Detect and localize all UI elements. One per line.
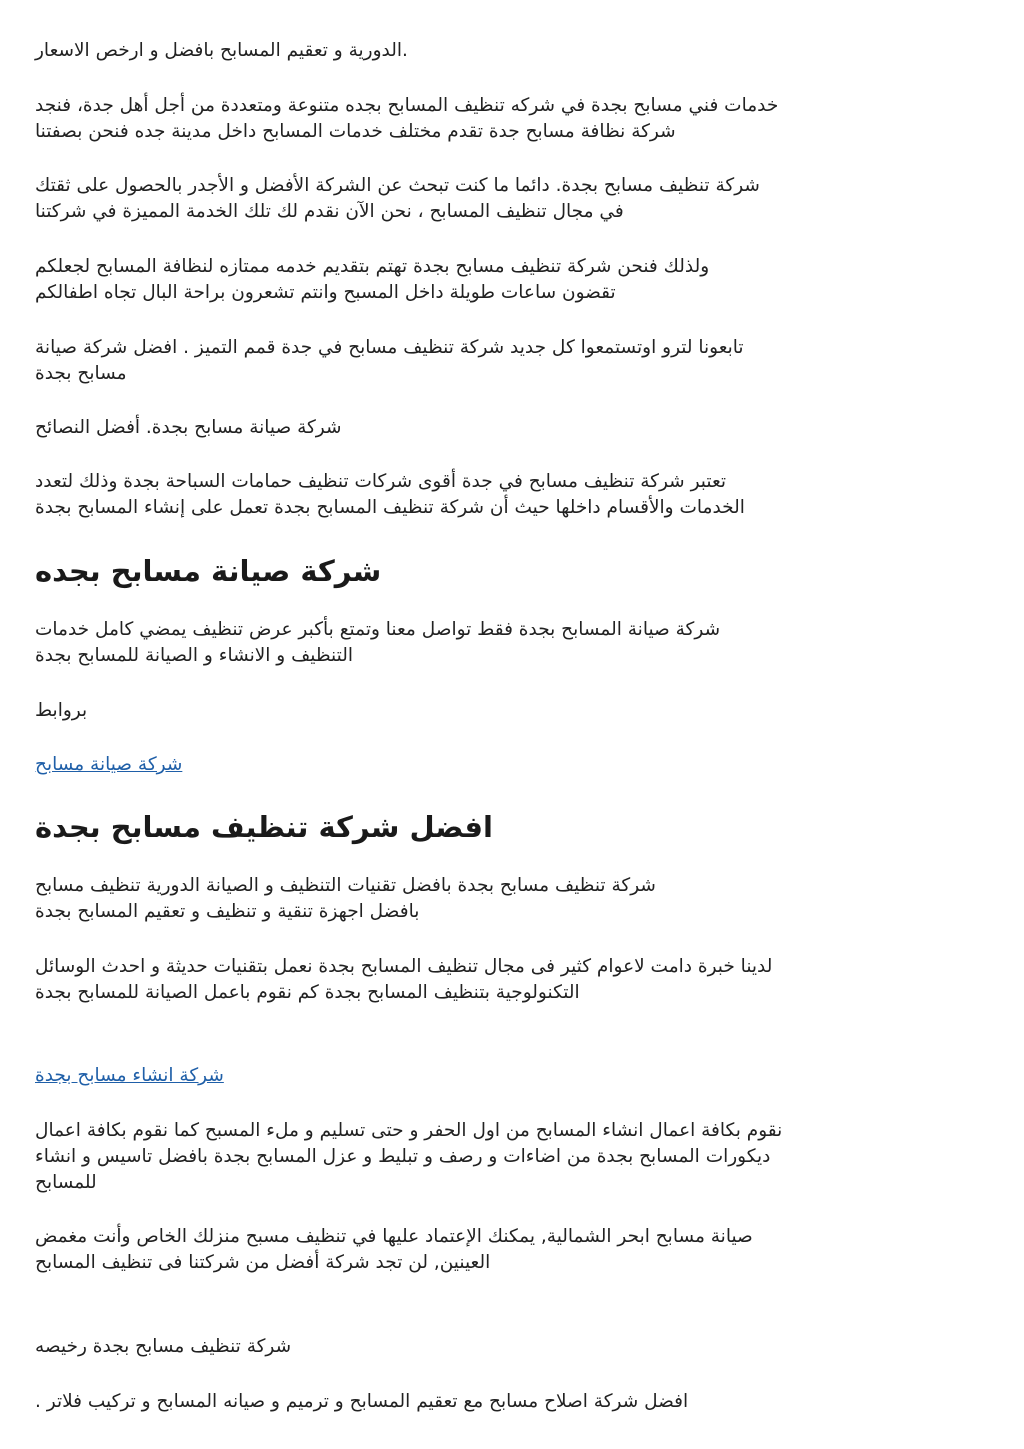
text-line: نقوم بكافة اعمال انشاء المسابح من اول الحفر و حتى تسليم و ملء المسبح كما نقوم بكافة اعمال <box>35 1120 783 1141</box>
text-line: شركة تنظيف مسابح بجدة. دائما ما كنت تبحث عن الشركة الأفضل و الأجدر بالحصول على ثقتك <box>35 175 760 196</box>
text-line: تقضون ساعات طويلة داخل المسبح وانتم تشعرون براحة البال تجاه اطفالكم <box>35 282 616 303</box>
paragraph <box>35 1118 990 1196</box>
pool-construction-link[interactable]: شركة انشاء مسابح بجدة <box>35 1065 224 1086</box>
paragraph <box>35 698 990 724</box>
paragraph <box>35 469 990 521</box>
paragraph <box>35 954 990 1006</box>
paragraph <box>35 1224 990 1276</box>
text-line: شركة نظافة مسابح جدة تقدم مختلف خدمات المسابح داخل مدينة جده فنحن بصفتنا <box>35 121 676 142</box>
text-line: التكنولوجية بتنظيف المسابح بجدة كم نقوم باعمل الصيانة للمسابح بجدة <box>35 982 580 1003</box>
paragraph <box>35 93 990 145</box>
paragraph <box>35 254 990 306</box>
text-line: تابعونا لترو اوتستمعوا كل جديد شركة تنظيف مسابح في جدة قمم التميز . افضل شركة صيانة <box>35 337 744 358</box>
text-line: خدمات فني مسابح بجدة في شركه تنظيف المسابح بجده متنوعة ومتعددة من أجل أهل جدة، فنجد <box>35 95 779 116</box>
text-line: للمسابح <box>35 1172 97 1193</box>
text-line: التنظيف و الانشاء و الصيانة للمسابح بجدة <box>35 645 353 666</box>
text-line: بافضل اجهزة تنقية و تنظيف و تعقيم المسابح بجدة <box>35 901 420 922</box>
text-line: ولذلك فنحن شركة تنظيف مسابح بجدة تهتم بتقديم خدمه ممتازه لنظافة المسابح لجعلكم <box>35 256 710 277</box>
text-line: شركة صيانة المسابح بجدة فقط تواصل معنا وتمتع بأكبر عرض تنظيف يمضي كامل خدمات <box>35 619 721 640</box>
paragraph <box>35 335 990 387</box>
paragraph <box>35 38 990 64</box>
text-line: . افضل شركة اصلاح مسابح مع تعقيم المسابح و ترميم و صيانه المسابح و تركيب فلاتر <box>35 1391 689 1412</box>
text-line: الخدمات والأقسام داخلها حيث أن شركة تنظيف المسابح بجدة تعمل على إنشاء المسابح بجدة <box>35 497 745 518</box>
paragraph <box>35 873 990 925</box>
text-line: بروابط <box>35 700 88 721</box>
text-line: شركة تنظيف مسابح بجدة بافضل تقنيات التنظيف و الصيانة الدورية تنظيف مسابح <box>35 875 656 896</box>
section-heading: شركة صيانة مسابح بجده <box>35 554 382 588</box>
pool-maintenance-link[interactable]: شركة صيانة مسابح <box>35 754 183 775</box>
text-line: ديكورات المسابح بجدة من اضاءات و رصف و تبليط و عزل المسابح بجدة بافضل تاسيس و انشاء <box>35 1146 771 1167</box>
text-line: مسابح بجدة <box>35 363 127 384</box>
text-line: شركة تنظيف مسابح بجدة رخيصه <box>35 1336 292 1357</box>
text-line: لدينا خبرة دامت لاعوام كثير فى مجال تنظيف المسابح بجدة نعمل بتقنيات حديثة و احدث الوسائل <box>35 956 773 977</box>
section-heading: افضل شركة تنظيف مسابح بجدة <box>35 810 493 844</box>
paragraph <box>35 617 990 669</box>
text-line: العينين, لن تجد شركة أفضل من شركتنا فى تنظيف المسابح <box>35 1252 491 1273</box>
text-line: الدورية و تعقيم المسابح بافضل و ارخص الاسعار. <box>35 40 408 61</box>
text-line: في مجال تنظيف المسابح ، نحن الآن نقدم لك تلك الخدمة المميزة في شركتنا <box>35 201 624 222</box>
text-line: تعتبر شركة تنظيف مسابح في جدة أقوى شركات تنظيف حمامات السباحة بجدة وذلك لتعدد <box>35 471 727 492</box>
text-line: صيانة مسابح ابحر الشمالية, يمكنك الإعتماد عليها في تنظيف مسبح منزلك الخاص وأنت مغمض <box>35 1226 753 1247</box>
paragraph <box>35 173 990 225</box>
paragraph <box>35 1334 990 1360</box>
text-line: شركة صيانة مسابح بجدة. أفضل النصائح <box>35 417 342 438</box>
paragraph <box>35 415 990 441</box>
paragraph <box>35 1389 990 1415</box>
